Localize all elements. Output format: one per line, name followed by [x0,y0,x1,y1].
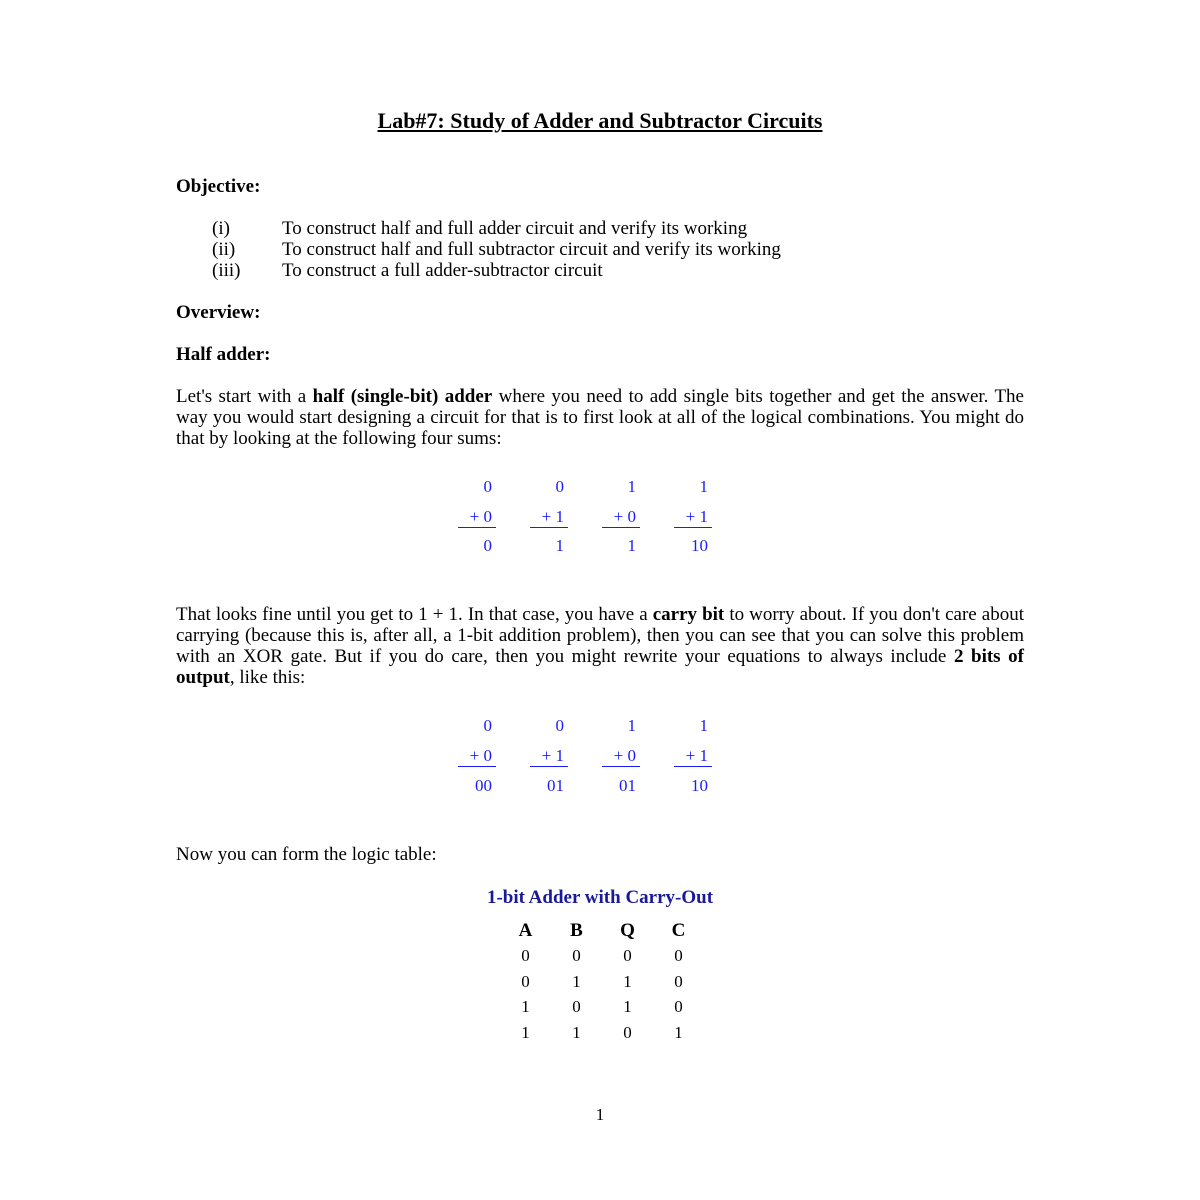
sum-addend: + 0 [469,746,492,765]
table-cell: 0 [521,946,530,966]
table-row [500,969,704,995]
page-number: 1 [595,1105,605,1124]
sum-result: 1 [555,536,564,555]
table-cell: 1 [572,1022,581,1042]
list-item-number: (i) [212,218,230,239]
sum-addend: + 0 [613,507,636,526]
sum-result: 10 [691,776,708,795]
sum-addend: + 1 [685,746,708,765]
sum-underline [530,766,568,767]
sum-top: 1 [699,716,708,735]
sum-addend: + 0 [613,746,636,765]
table-header-row [500,918,704,944]
table-cell: 1 [623,997,632,1017]
table-cell: 0 [521,971,530,991]
bold-text: half (single-bit) adder [312,386,493,407]
list-item-number: (ii) [212,239,236,260]
sum-underline [602,766,640,767]
sum-top: 0 [555,477,564,496]
sum-result: 01 [619,776,636,795]
sum-result: 0 [483,536,492,555]
table-row [500,995,704,1021]
table-cell: 1 [674,1022,683,1042]
table-cell: 0 [623,1022,632,1042]
overview-heading: Overview: [176,302,261,323]
sum-underline [530,527,568,528]
sum-result: 01 [547,776,564,795]
table-cell: 0 [572,946,581,966]
bold-text: carry bit [652,604,725,625]
list-item [212,239,781,260]
table-cell: 0 [623,946,632,966]
table-cell: 0 [674,997,683,1017]
sum-addend: + 0 [469,507,492,526]
truth-table [500,918,704,1046]
table-cell: 1 [521,997,530,1017]
objective-list [212,218,781,281]
sum-underline [674,766,712,767]
sum-top: 1 [699,477,708,496]
table-row [500,944,704,970]
table-cell: 1 [572,971,581,991]
paragraph-carry-bit [176,604,1024,688]
table-cell: 1 [623,971,632,991]
table-header-cell: B [570,919,583,941]
table-cell: 0 [572,997,581,1017]
table-cell: 1 [521,1022,530,1042]
half-adder-heading: Half adder: [176,344,271,365]
list-item-text: To construct half and full adder circuit and verify its working [282,218,748,239]
sum-top: 1 [627,477,636,496]
table-title: 1-bit Adder with Carry-Out [486,887,714,908]
sum-addend: + 1 [541,746,564,765]
sum-top: 0 [555,716,564,735]
sum-top: 0 [483,477,492,496]
text-run: to worry about. If you don't care about carrying (because this is, after all, a 1-bit addition problem), then you can see that you can solve this problem with an XOR gate. But if you do care, then you might rewrite your equations to always include [176,604,1024,667]
sum-top: 1 [627,716,636,735]
list-item-text: To construct half and full subtractor circuit and verify its working [282,239,781,260]
list-item [212,260,781,281]
sum-underline [602,527,640,528]
list-item-number: (iii) [212,260,241,281]
sum-underline [458,527,496,528]
text-run: That looks fine until you get to 1 + 1. In that case, you have a [176,604,653,625]
list-item-text: To construct a full adder-subtractor circuit [282,260,603,281]
sum-result: 10 [691,536,708,555]
sum-result: 1 [627,536,636,555]
text-run: where you need to add single bits together and get the answer. The way you would start designing a circuit for that is to first look at all of the logical combinations. You might do that by looking at the following four sums: [176,386,1024,449]
table-header-cell: C [671,919,686,941]
table-cell: 0 [674,946,683,966]
sum-underline [674,527,712,528]
paragraph-half-adder-intro [176,386,1024,449]
text-run: Let's start with a [176,386,313,407]
objective-heading: Objective: [176,176,261,197]
table-header-cell: A [518,919,533,941]
paragraph-logic-table-intro: Now you can form the logic table: [176,844,437,865]
sum-result: 00 [475,776,492,795]
sum-top: 0 [483,716,492,735]
text-run: , like this: [229,667,306,688]
table-row [500,1020,704,1046]
sum-underline [458,766,496,767]
sum-addend: + 1 [685,507,708,526]
sum-addend: + 1 [541,507,564,526]
table-cell: 0 [674,971,683,991]
page-title: Lab#7: Study of Adder and Subtractor Circuits [377,108,823,133]
list-item [212,218,781,239]
bold-text: 2 bits of output [176,646,1024,688]
table-header-cell: Q [620,919,635,941]
